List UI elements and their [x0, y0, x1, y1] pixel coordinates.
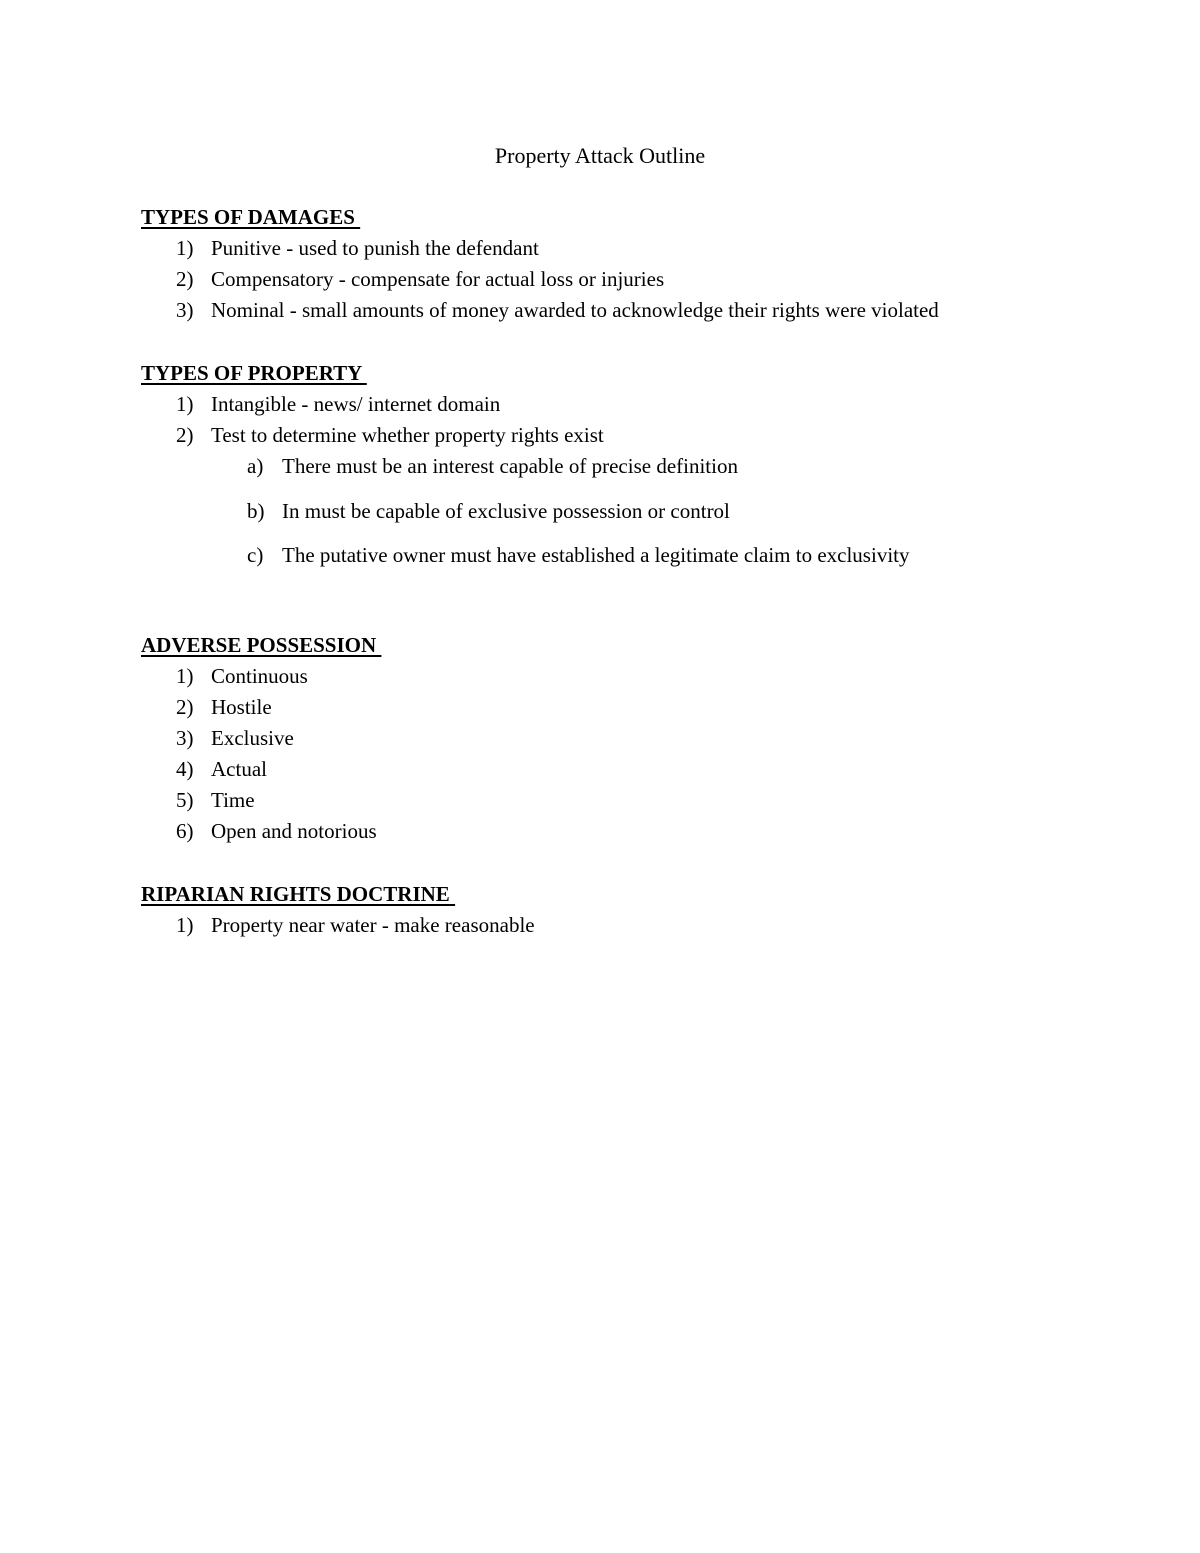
section-heading: ADVERSE POSSESSION [141, 633, 382, 657]
list-marker: 1) [176, 236, 194, 260]
list-marker: 5) [176, 788, 194, 812]
section-heading: TYPES OF DAMAGES [141, 205, 361, 229]
list-marker: 2) [176, 267, 194, 291]
list-marker: 4) [176, 757, 194, 781]
sub-list-item [141, 540, 1101, 571]
list-marker: 1) [176, 664, 194, 688]
list-marker: 6) [176, 819, 194, 843]
list-marker: 1) [176, 913, 194, 937]
list-text: Time [211, 788, 255, 812]
sub-list-marker: b) [247, 499, 265, 523]
list-marker: 2) [176, 695, 194, 719]
list-text: Punitive - used to punish the defendant [211, 236, 539, 260]
section-types-of-property [141, 358, 1101, 571]
list-item [141, 816, 1101, 847]
list-text: Actual [211, 757, 267, 781]
sub-list-marker: c) [247, 543, 264, 567]
section-heading: TYPES OF PROPERTY [141, 361, 367, 385]
list-marker: 2) [176, 423, 194, 447]
list-item [141, 785, 1101, 816]
sub-list-text: The putative owner must have established a legitimate claim to exclusivity [282, 543, 910, 567]
list-item [141, 295, 1101, 326]
list-item [141, 389, 1101, 420]
section-heading: RIPARIAN RIGHTS DOCTRINE [141, 882, 456, 906]
list-item [141, 910, 1101, 941]
list-text: Property near water - make reasonable [211, 913, 535, 937]
sub-list-item [141, 496, 1101, 527]
sub-list-text: In must be capable of exclusive possession or control [282, 499, 730, 523]
list-text: Test to determine whether property rights exist [211, 423, 604, 447]
section-riparian-rights-doctrine [141, 879, 1101, 941]
section-types-of-damages [141, 202, 1101, 326]
list-item [141, 754, 1101, 785]
list-text: Open and notorious [211, 819, 377, 843]
list-text: Exclusive [211, 726, 294, 750]
list-text: Intangible - news/ internet domain [211, 392, 501, 416]
section-adverse-possession [141, 630, 1101, 847]
list-text: Compensatory - compensate for actual loss or injuries [211, 267, 665, 291]
list-marker: 3) [176, 298, 194, 322]
list-item [141, 692, 1101, 723]
list-text: Nominal - small amounts of money awarded to acknowledge their rights were violated [211, 298, 939, 322]
list-item [141, 264, 1101, 295]
list-text: Hostile [211, 695, 272, 719]
list-item [141, 661, 1101, 692]
sub-list-item [141, 451, 1101, 482]
list-marker: 1) [176, 392, 194, 416]
list-marker: 3) [176, 726, 194, 750]
list-item [141, 420, 1101, 451]
sub-list-text: There must be an interest capable of precise definition [282, 454, 738, 478]
list-item [141, 723, 1101, 754]
page-title: Property Attack Outline [494, 143, 706, 168]
sub-list-marker: a) [247, 454, 264, 478]
list-item [141, 233, 1101, 264]
list-text: Continuous [211, 664, 308, 688]
